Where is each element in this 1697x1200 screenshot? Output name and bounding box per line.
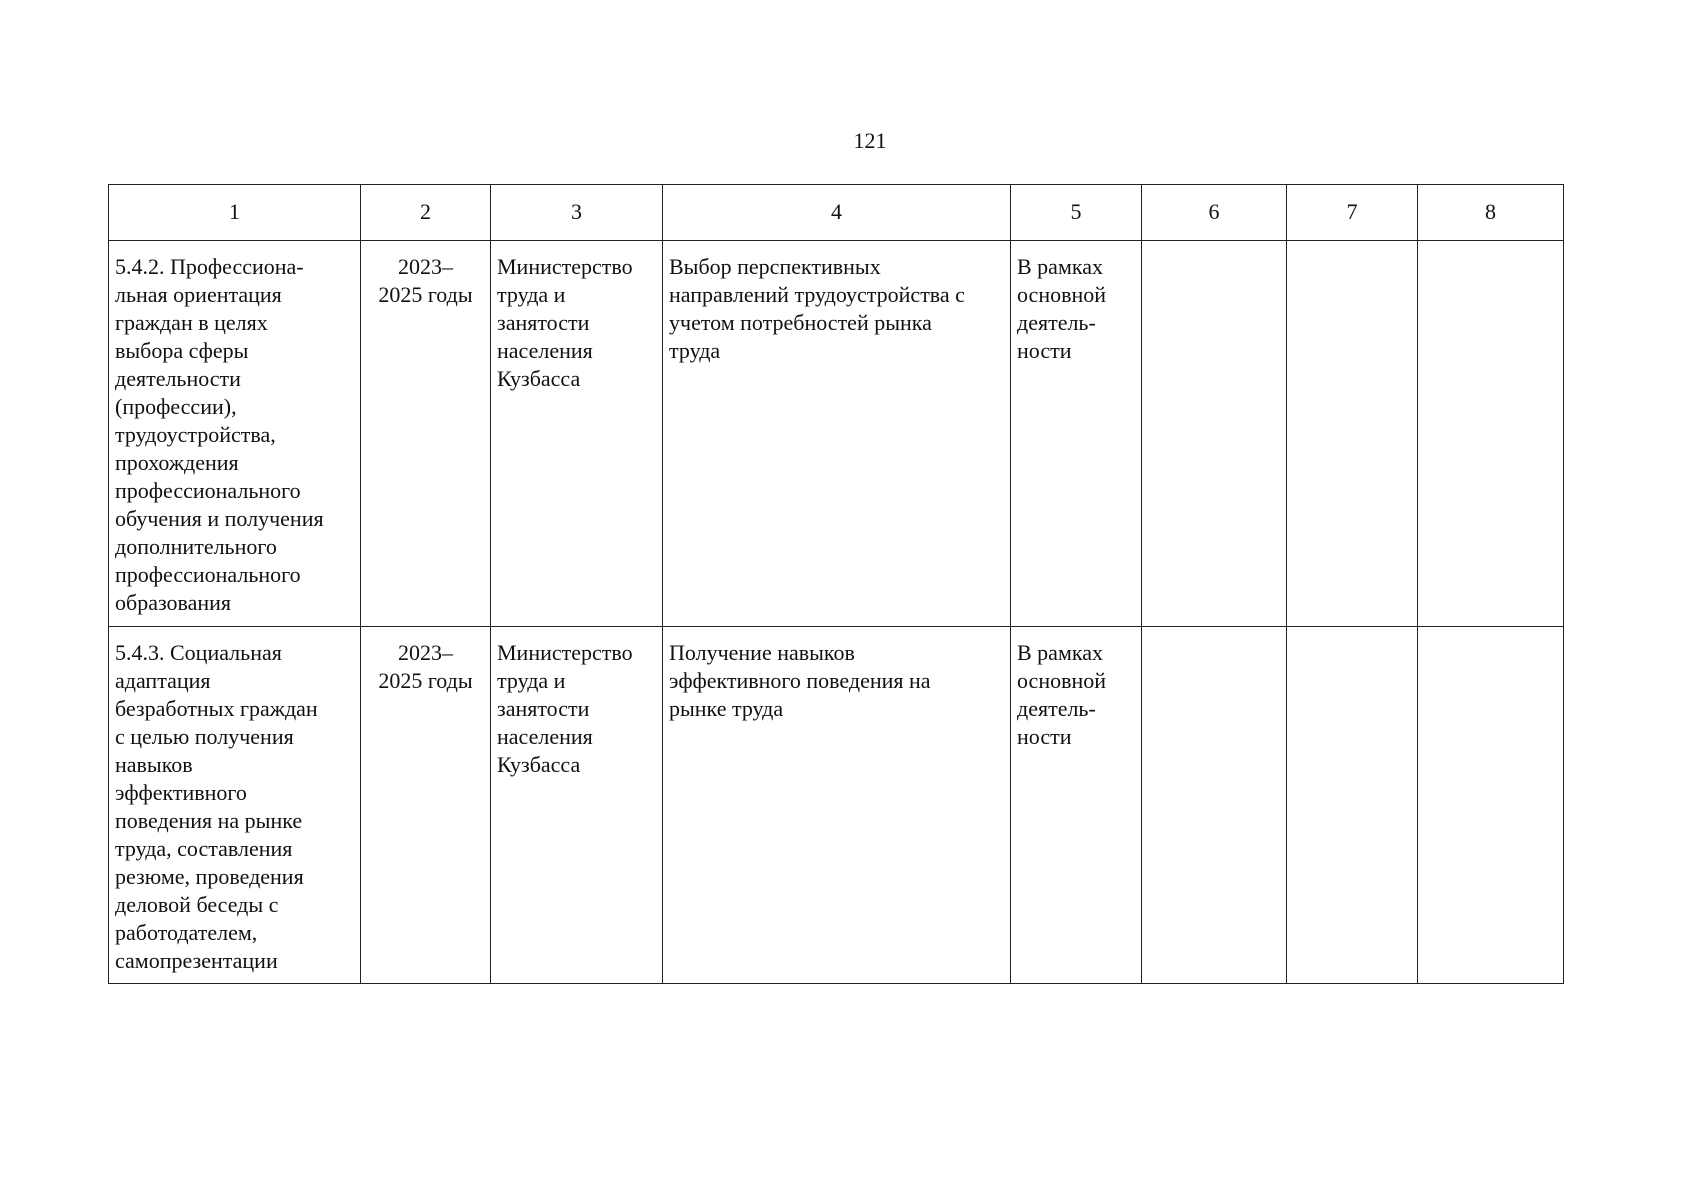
- column-header-8: 8: [1418, 185, 1564, 241]
- column-6-cell: [1142, 627, 1287, 984]
- column-header-3: 3: [491, 185, 663, 241]
- column-header-5: 5: [1011, 185, 1142, 241]
- measures-table: [108, 184, 1564, 984]
- table-row: [109, 241, 1564, 627]
- executor-cell: Министерство труда и занятости населения Кузбасса: [491, 241, 663, 627]
- column-header-6: 6: [1142, 185, 1287, 241]
- funding-cell: В рамках основной деятель- ности: [1011, 241, 1142, 627]
- measure-name-cell: 5.4.3. Социальная адаптация безработных граждан с целью получения навыков эффективного поведения на рынке труда, составления резюме, проведения деловой беседы с работодателем, самопрезентации: [109, 627, 361, 984]
- column-8-cell: [1418, 627, 1564, 984]
- measure-name-cell: 5.4.2. Профессиона- льная ориентация граждан в целях выбора сферы деятельности (профессии), трудоустройства, прохождения профессионального обучения и получения дополнительного профессионального образования: [109, 241, 361, 627]
- table-header-row: [109, 185, 1564, 241]
- column-6-cell: [1142, 241, 1287, 627]
- column-header-4: 4: [663, 185, 1011, 241]
- period-cell: 2023– 2025 годы: [361, 627, 491, 984]
- funding-cell: В рамках основной деятель- ности: [1011, 627, 1142, 984]
- column-7-cell: [1287, 627, 1418, 984]
- table-row: [109, 627, 1564, 984]
- period-cell: 2023– 2025 годы: [361, 241, 491, 627]
- column-header-7: 7: [1287, 185, 1418, 241]
- page-number: 121: [853, 128, 887, 153]
- column-7-cell: [1287, 241, 1418, 627]
- column-header-1: 1: [109, 185, 361, 241]
- expected-result-cell: Выбор перспективных направлений трудоустройства с учетом потребностей рынка труда: [663, 241, 1011, 627]
- column-header-2: 2: [361, 185, 491, 241]
- executor-cell: Министерство труда и занятости населения Кузбасса: [491, 627, 663, 984]
- expected-result-cell: Получение навыков эффективного поведения на рынке труда: [663, 627, 1011, 984]
- column-8-cell: [1418, 241, 1564, 627]
